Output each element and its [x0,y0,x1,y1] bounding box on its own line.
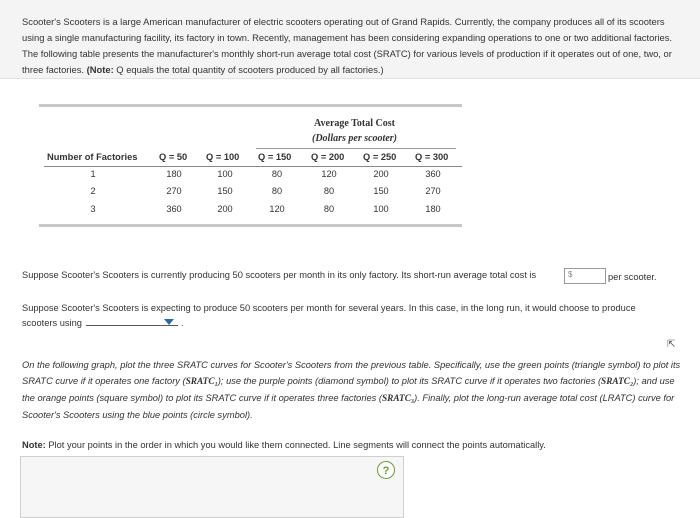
graph-instructions [22,357,682,423]
table-cell: 270 [425,186,441,196]
factories-cell: 2 [90,186,96,196]
sratc1-label: SRATC₁ [185,377,218,387]
table-cell: 360 [166,204,182,214]
factories-cell: 3 [90,204,96,214]
q2-end: . [181,318,184,328]
sratc3-label: SRATC₃ [381,394,415,404]
help-icon[interactable]: ? [377,461,395,479]
group-header-underline [256,148,456,149]
col-header-q200: Q = 200 [311,152,345,162]
table-cell: 120 [269,204,285,214]
table-cell: 80 [323,186,335,196]
note-label: Note: [22,440,46,450]
table-cell: 100 [373,204,389,214]
table-group-title: Average Total Cost [314,118,395,129]
graph-area[interactable] [20,456,404,518]
sratc2-label: SRATC₂ [601,377,634,387]
table-cell: 270 [166,186,182,196]
table-cell: 200 [373,169,389,179]
table-cell: 360 [425,169,441,179]
intro-panel [0,0,700,79]
table-cell: 80 [271,169,283,179]
table-group-header [253,116,456,146]
mouse-cursor-icon: ⇱ [667,339,676,350]
table-cell: 80 [271,186,283,196]
intro-part1: Scooter's Scooters is a large American manufacturer of electric scooters operating out of Grand Rapids. Currently, the company produces all of its scooters using a single manufacturing facility, its factory in town. Recently, management has been considering expanding operations to one or two additional factories. The following table presents the manufacturer's monthly short-run average total cost (SRATC) for various levels of production if it operates out of one, two, or three factories. [22,16,673,75]
col-header-q50: Q = 50 [159,152,188,162]
chevron-down-icon[interactable] [164,319,174,325]
intro-part2: Q equals the total quantity of scooters produced by all factories.) [113,64,384,75]
intro-text [22,14,677,78]
table-cell: 200 [217,204,233,214]
q2-text [22,301,672,331]
table-cell: 120 [321,169,337,179]
table-cell: 150 [373,186,389,196]
table-top-rule [39,104,462,107]
factories-cell: 1 [90,169,96,179]
table-cell: 100 [217,169,233,179]
table-cell: 80 [323,204,335,214]
row-header: Number of Factories [47,152,138,162]
intro-note-label: (Note: [86,64,114,75]
factory-count-dropdown[interactable] [86,325,178,326]
col-header-q300: Q = 300 [415,152,449,162]
instr-b: ); use the purple points (diamond symbol) to plot its SRATC curve if it operates two factories ( [217,376,602,386]
instr-d: ). Finally, plot the long-run average total cost (LRATC) curve for Scooter's Scooters using the blue points (circle symbol). [22,393,675,420]
table-cell: 180 [425,204,441,214]
col-header-q250: Q = 250 [363,152,397,162]
q2-text-body: Suppose Scooter's Scooters is expecting to produce 50 scooters per month for several years. In this case, in the long run, it would choose to produce scooters using [22,303,636,328]
table-bottom-rule [39,224,462,227]
header-underline [44,166,462,167]
q1-suffix: per scooter. [608,272,657,282]
note-text: Plot your points in the order in which you would like them connected. Line segments will connect the points automatically. [45,440,546,450]
table-cell: 150 [217,186,233,196]
instr-c: ); and use the orange points (square symbol) to plot its SRATC curve if it operates three factories ( [22,376,675,403]
currency-symbol: $ [568,270,573,279]
table-group-subtitle: (Dollars per scooter) [312,133,397,144]
plot-note [22,440,546,450]
col-header-q150: Q = 150 [258,152,292,162]
table-cell: 180 [166,169,182,179]
atc-input[interactable] [564,268,606,284]
col-header-q100: Q = 100 [206,152,240,162]
q1-text: Suppose Scooter's Scooters is currently producing 50 scooters per month in its only factory. Its short-run average total cost is [22,270,537,280]
instr-a: On the following graph, plot the three SRATC curves for Scooter's Scooters from the previous table. Specifically, use the green points (triangle symbol) to plot its SRATC curve if it operates one factory ( [22,360,681,386]
